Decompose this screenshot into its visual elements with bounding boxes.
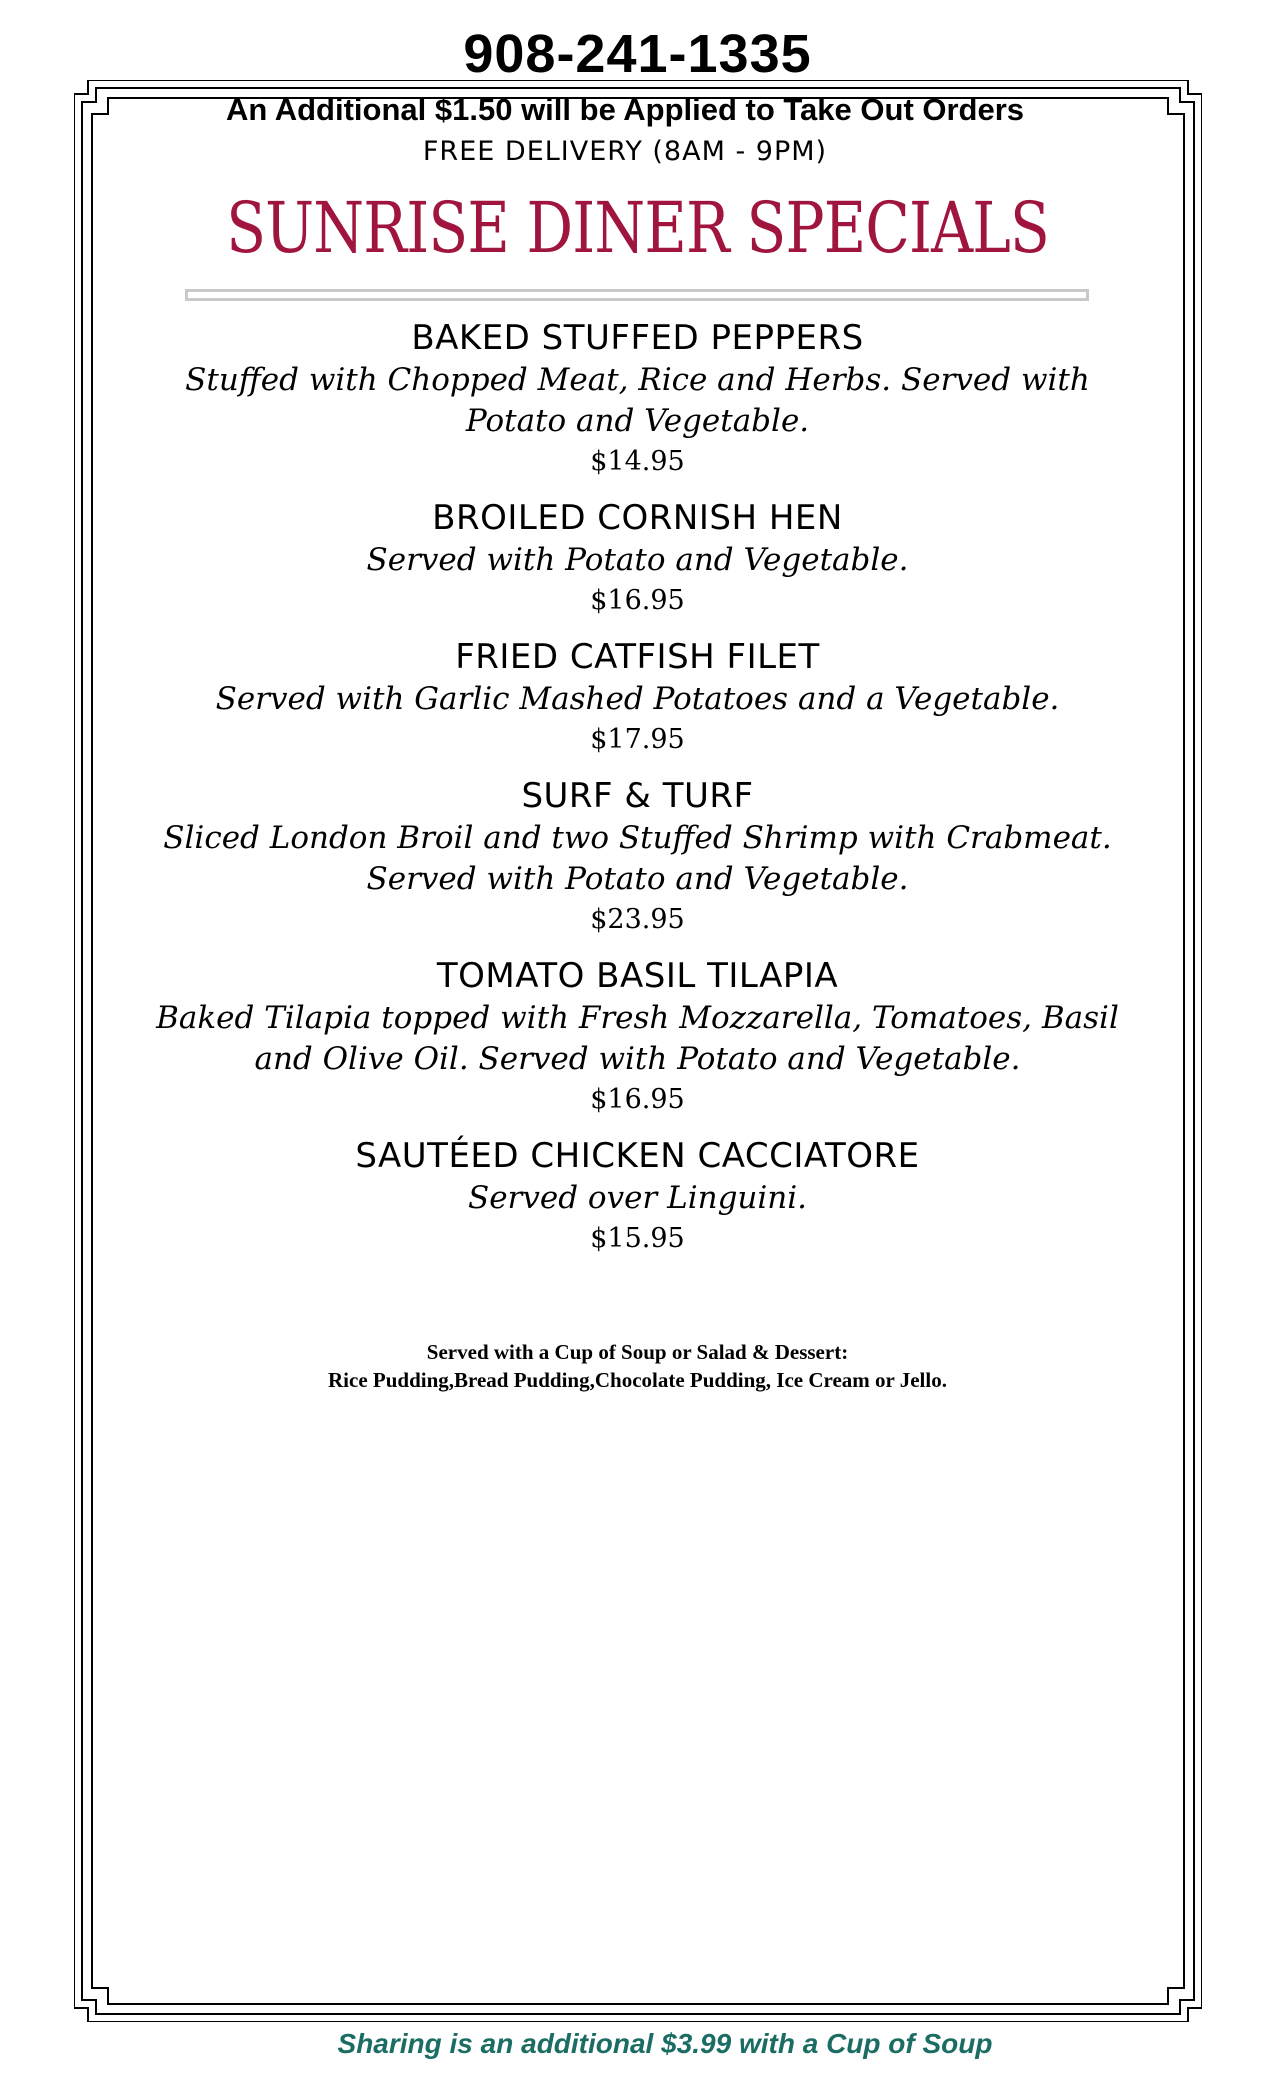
special-item: [150, 496, 1125, 621]
special-description: Potato and Vegetable.: [465, 403, 810, 439]
included-sides-line: Served with a Cup of Soup or Salad & Dessert:: [426, 1340, 849, 1364]
phone-number: 908-241-1335: [463, 24, 812, 84]
special-description: Stuffed with Chopped Meat, Rice and Herbs. Served with: [185, 362, 1090, 398]
delivery-hours: FREE DELIVERY (8AM - 9PM): [422, 136, 828, 167]
special-name: TOMATO BASIL TILAPIA: [436, 956, 839, 996]
page-title: SUNRISE DINER SPECIALS: [226, 187, 1049, 269]
sharing-note: Sharing is an additional $3.99 with a Cup of Soup: [337, 2028, 993, 2059]
special-description: Served with Potato and Vegetable.: [366, 861, 909, 897]
special-item: [150, 635, 1125, 760]
special-price: $14.95: [590, 446, 685, 477]
special-price: $17.95: [590, 724, 685, 755]
special-item: [150, 954, 1125, 1120]
special-name: SURF & TURF: [521, 776, 754, 816]
special-description: Baked Tilapia topped with Fresh Mozzarella, Tomatoes, Basil: [156, 1000, 1119, 1036]
special-description: Sliced London Broil and two Stuffed Shrimp with Crabmeat.: [163, 820, 1112, 856]
special-description: Served with Garlic Mashed Potatoes and a Vegetable.: [215, 681, 1060, 717]
special-price: $16.95: [590, 585, 685, 616]
special-name: BAKED STUFFED PEPPERS: [411, 318, 864, 358]
special-description: Served with Potato and Vegetable.: [366, 542, 909, 578]
takeout-notice: An Additional $1.50 will be Applied to Take Out Orders: [225, 92, 1025, 127]
special-price: $15.95: [590, 1223, 685, 1254]
special-name: FRIED CATFISH FILET: [455, 637, 820, 677]
dessert-options-line: Rice Pudding,Bread Pudding,Chocolate Pudding, Ice Cream or Jello.: [328, 1368, 947, 1392]
special-price: $23.95: [590, 904, 685, 935]
title-divider: [185, 289, 1089, 301]
special-item: [150, 316, 1125, 482]
included-sides-note: [0, 1338, 1275, 1394]
special-name: SAUTÉED CHICKEN CACCIATORE: [355, 1136, 920, 1176]
special-name: BROILED CORNISH HEN: [432, 498, 843, 538]
special-item: [150, 774, 1125, 940]
specials-list: [150, 316, 1125, 1273]
special-item: [150, 1134, 1125, 1259]
special-description: and Olive Oil. Served with Potato and Vegetable.: [254, 1041, 1021, 1077]
special-price: $16.95: [590, 1084, 685, 1115]
special-description: Served over Linguini.: [467, 1180, 808, 1216]
